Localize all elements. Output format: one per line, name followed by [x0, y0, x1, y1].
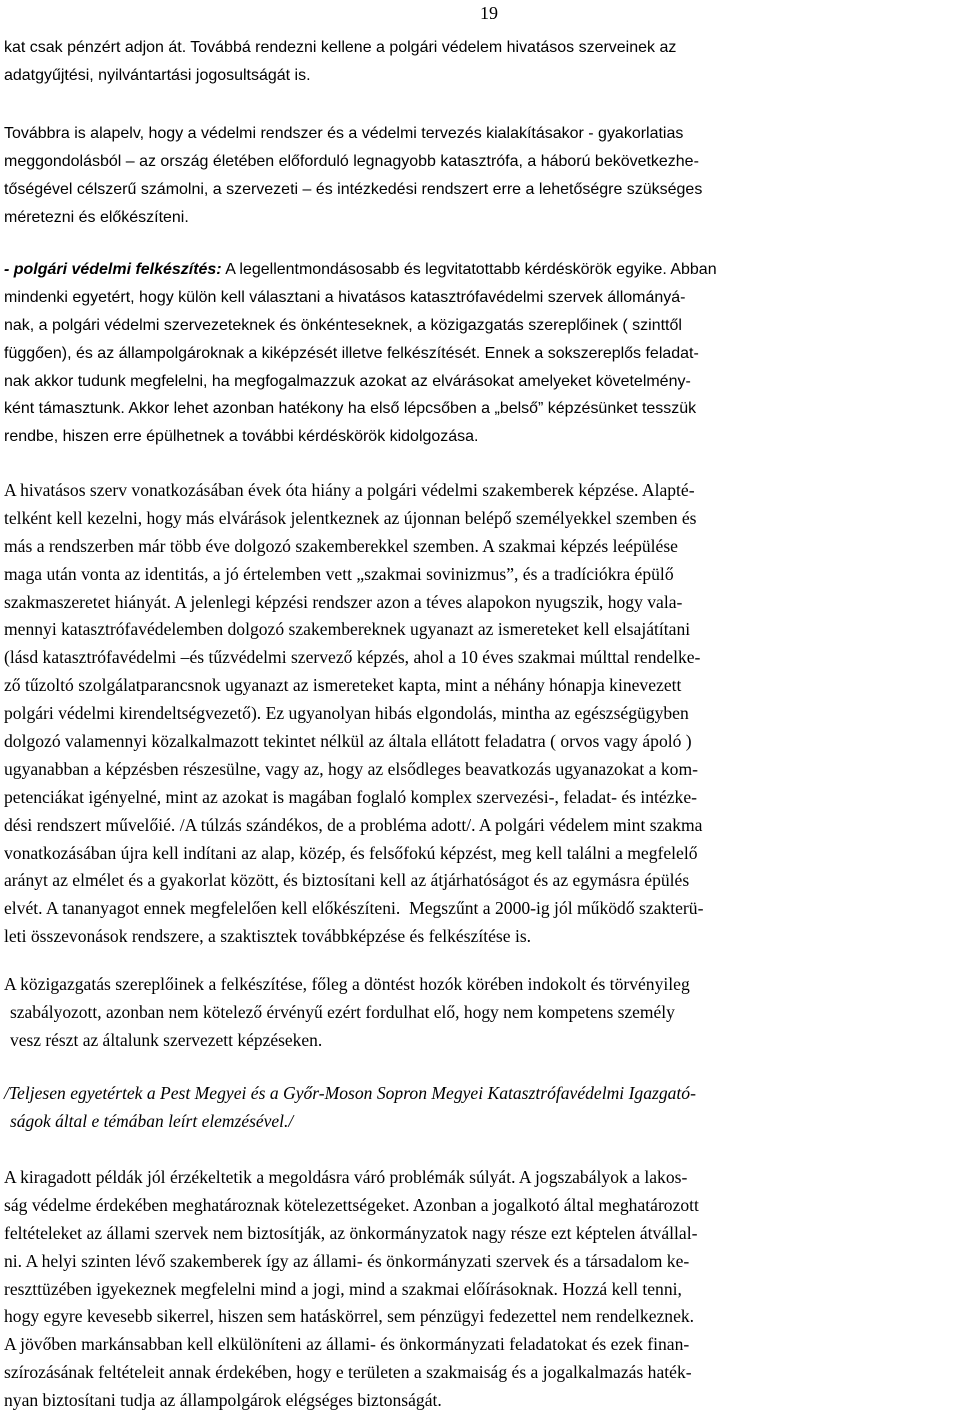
text-line: más a rendszerben már több éve dolgozó szakemberekkel szemben. A szakmai képzés leépülése	[4, 535, 678, 556]
text-line: szírozásának feltételeit annak érdekében, hogy e területen a szakmaiság és a jogalkalmazás haték-	[4, 1362, 692, 1383]
text-line: elvét. A tananyagot ennek megfelelően kell előkészíteni. Megszűnt a 2000-ig jól működő szakterü-	[4, 898, 704, 919]
paragraph-5	[4, 971, 957, 1055]
text-line: (lásd katasztrófavédelmi –és tűzvédelmi szervező képzés, ahol a 10 éves szakmai múlttal rendelke-	[4, 647, 701, 668]
text-line: dési rendszert művelőié. /A túlzás szándékos, de a probléma adott/. A polgári védelem mint szakma	[4, 814, 703, 835]
text-line: A kiragadott példák jól érzékeltetik a megoldásra váró problémák súlyát. A jogszabályok a lakos-	[4, 1167, 688, 1187]
page-number: 19	[480, 3, 498, 23]
text-line: reszttüzében igyekeznek megfelelni mind a jogi, mind a szakmai előírásoknak. Hozzá kell tenni,	[4, 1278, 682, 1299]
section-heading: - polgári védelmi felkészítés:	[4, 261, 222, 278]
text-line: feltételeket az állami szervek nem biztosítják, az önkormányzatok nagy része ezt képtelen átvállal-	[4, 1222, 698, 1243]
text-line: kat csak pénzért adjon át. Továbbá rendezni kellene a polgári védelem hivatásos szerveinek az	[4, 39, 677, 56]
text-line: ugyanabban a képzésben részesülne, vagy az, hogy az elsődleges beavatkozás ugyanazokat a kom-	[4, 758, 698, 779]
text-line: nak akkor tudunk megfelelni, ha megfogalmazzuk azokat az elvárásokat amelyeket követelmény-	[4, 372, 691, 390]
text-line: méretezni és előkészíteni.	[4, 208, 189, 226]
text-line: Továbbra is alapelv, hogy a védelmi rendszer és a védelmi tervezés kialakításakor - gyakorlatias	[4, 125, 684, 142]
text-line: nyan biztosítani tudja az állampolgárok elégséges biztonságát.	[4, 1390, 442, 1411]
text-line: ni. A helyi szinten lévő szakemberek így az állami- és önkormányzati szervek és a társadalom ke-	[4, 1250, 690, 1271]
text-line: ző tűzoltó szolgálatparancsnok ugyanazt az ismereteket kapta, mint a néhány hónapja kinevezett	[4, 675, 682, 696]
text-line: adatgyűjtési, nyilvántartási jogosultságát is.	[4, 66, 311, 84]
text-line: petenciákat igényelné, mint az azokat is magában foglaló komplex szervezési-, feladat- és intézke-	[4, 786, 697, 807]
text-line: mindenki egyetért, hogy külön kell választani a hivatásos katasztrófavédelmi szervek állományá-	[4, 288, 686, 306]
paragraph-4	[4, 477, 957, 951]
text-line: szakmaszeretet hiányát. A jelenlegi képzési rendszer azon a téves alapokon nyugszik, hogy vala-	[4, 591, 683, 612]
text-line: telként kell kezelni, hogy más elvárások jelentkeznek az újonnan belépő személyekkel szemben és	[4, 507, 697, 528]
paragraph-3	[4, 256, 957, 451]
text-line: meggondolásból – az ország életében előforduló legnagyobb katasztrófa, a háború bekövetkezhe-	[4, 152, 699, 170]
text-line: ság védelme érdekében meghatároznak kötelezettségeket. Azonban a jogalkotó által meghatározott	[4, 1194, 699, 1215]
text-line: szabályozott, azonban nem kötelező érvényű ezért fordulhat elő, hogy nem kompetens személy	[9, 1001, 675, 1022]
text-line: /Teljesen egyetértek a Pest Megyei és a Győr-Moson Sopron Megyei Katasztrófavédelmi Igazgató-	[4, 1083, 696, 1103]
text-line: leti összevonások rendszere, a szaktisztek továbbképzése és felkészítése is.	[4, 926, 532, 947]
text-line: függően), és az állampolgároknak a kiképzését illetve felkészítését. Ennek a sokszereplős feladat-	[4, 344, 699, 362]
text-line: hogy egyre kevesebb sikerrel, hiszen sem hatáskörrel, sem pénzügyi fedezettel nem rendelkeznek.	[4, 1306, 695, 1327]
text-line: A közigazgatás szereplőinek a felkészítése, főleg a döntést hozók körében indokolt és törvényileg	[4, 974, 690, 994]
paragraph-6	[4, 1080, 957, 1136]
text-line: mennyi katasztrófavédelemben dolgozó szakembereknek ugyanazt az ismereteket kell elsajátítani	[4, 619, 691, 640]
text-line: arányt az elmélet és a gyakorlat között, és biztosítani kell az átjárhatóságot és az egymásra épülés	[4, 870, 690, 891]
text-line: A jövőben markánsabban kell elkülöníteni az állami- és önkormányzati feladatokat és ezek finan-	[4, 1334, 690, 1355]
text-line: rendbe, hiszen erre épülhetnek a további kérdéskörök kidolgozása.	[4, 428, 479, 446]
text-line: polgári védelmi kirendeltségvezető). Ez ugyanolyan hibás elgondolás, mintha az egészségügyben	[4, 703, 689, 724]
text-line: ságok által e témában leírt elemzésével./	[9, 1110, 294, 1131]
text-line	[4, 256, 956, 284]
text-line: ként támasztunk. Akkor lehet azonban hatékony ha első lépcsőben a „belső” képzésünket tesszük	[4, 400, 697, 418]
paragraph-2	[4, 120, 957, 232]
text-line: maga után vonta az identitás, a jó értelemben vett „szakmai sovinizmus”, és a tradíciókra épülő	[4, 563, 674, 584]
text-line: vesz részt az általunk szervezett képzéseken.	[9, 1029, 323, 1050]
text-line: nak, a polgári védelmi szervezeteknek és önkénteseknek, a közigazgatás szereplőinek ( szinttől	[4, 316, 682, 334]
text-line: tőségével célszerű számolni, a szervezeti – és intézkedési rendszert erre a lehetőségre szükséges	[4, 180, 703, 198]
text-run: A legellentmondásosabb és legvitatottabb kérdéskörök egyike. Abban	[221, 261, 717, 278]
text-line: A hivatásos szerv vonatkozásában évek óta hiány a polgári védelmi szakemberek képzése. Alapté-	[4, 480, 695, 500]
text-line: dolgozó valamennyi közalkalmazott tekintet nélkül az általa ellátott feladatra ( orvos vagy ápoló )	[4, 731, 692, 752]
paragraph-7	[4, 1164, 957, 1415]
text-line: vonatkozásában újra kell indítani az alap, közép, és felsőfokú képzést, meg kell találni a megfelelő	[4, 842, 698, 863]
paragraph-1	[4, 34, 957, 90]
